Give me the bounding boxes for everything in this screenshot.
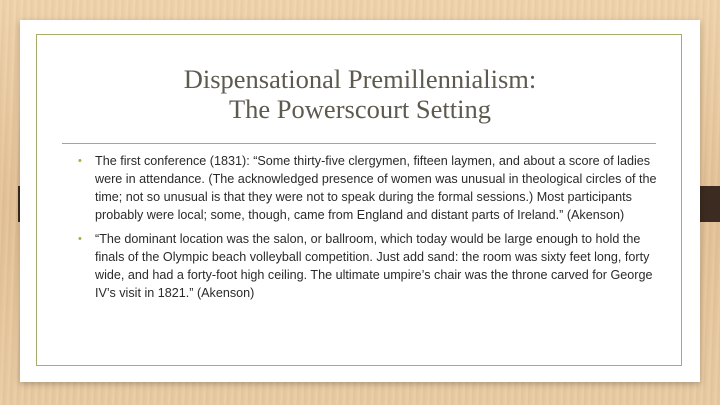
slide-title-line-1: Dispensational Premillennialism: [183,64,537,94]
bullet-item-1 [78,152,668,224]
bullet-list [78,152,668,308]
slide-title-line-2: The Powerscourt Setting [228,94,491,124]
bullet-item-2 [78,230,668,302]
bullet-icon: • [78,233,82,245]
slide-card [20,20,700,382]
bullet-icon: • [78,155,82,167]
slide-title [60,64,660,124]
title-divider [62,143,656,144]
bullet-text-1: The first conference (1831): “Some thirty-five clergymen, fifteen laymen, and about a score of ladies were in attendance. (The acknowledged presence of women was unusual in theological circles of the time; not so unusual is that they were not to speak during the formal sessions.) Most participants probably were local; some, though, came from England and distant parts of Ireland.” (Akenson) [95,154,657,222]
bullet-text-2: “The dominant location was the salon, or ballroom, which today would be large enough to hold the finals of the Olympic beach volleyball competition. Just add sand: the room was sixty feet long, forty wide, and had a forty-foot high ceiling. The ultimate umpire’s chair was the throne carved for George IV’s visit in 1821.” (Akenson) [95,232,653,300]
